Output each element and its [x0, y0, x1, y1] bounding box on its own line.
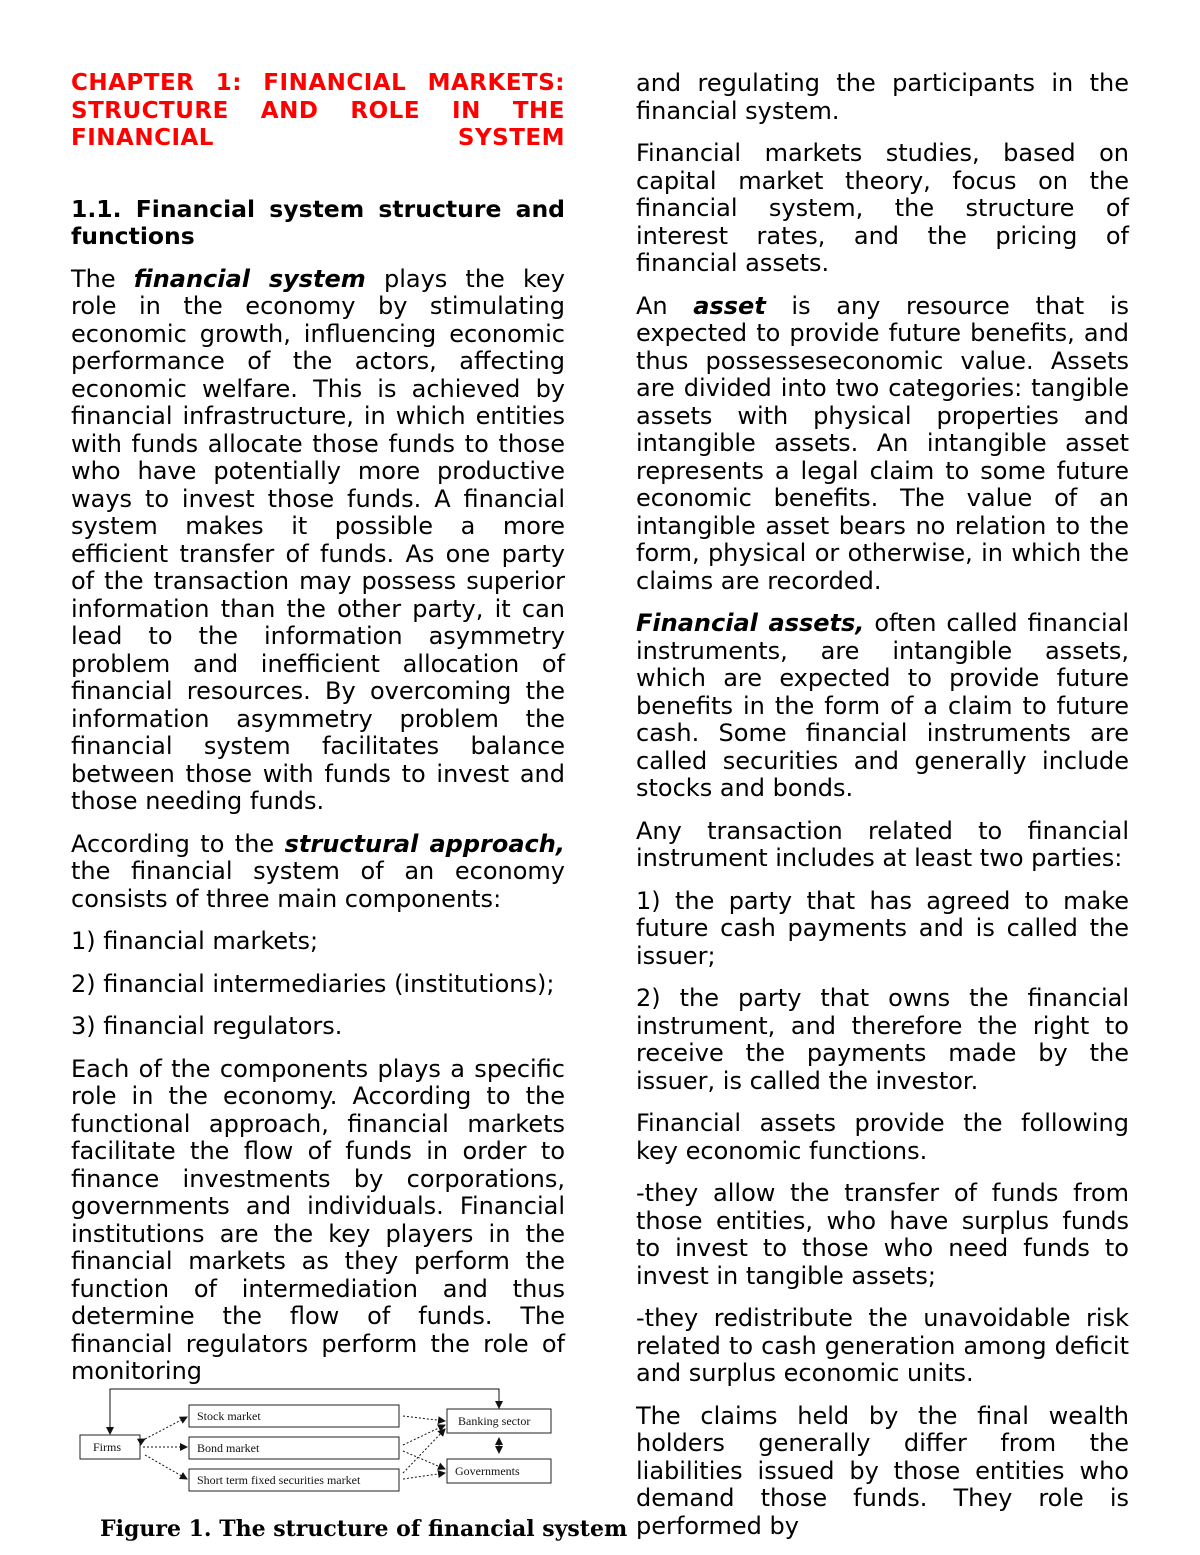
term-structural-approach: structural approach,: [284, 829, 565, 858]
firms-label: Firms: [93, 1440, 122, 1454]
term-asset: asset: [693, 291, 766, 320]
chapter-title: [71, 70, 565, 153]
paragraph-structural-approach: According to the structural approach, the financial system of an economy consists of three main components:: [71, 829, 565, 913]
chapter-title-line-2: STRUCTURE AND ROLE IN THE: [71, 97, 565, 124]
term-financial-assets: Financial assets,: [636, 609, 865, 637]
list-item-1: 1) financial markets;: [71, 927, 319, 955]
left-column: [71, 70, 565, 1401]
paragraph-continuation: and regulating the participants in the financial system.: [636, 69, 1129, 125]
short-term-label: Short term fixed securities market: [197, 1473, 361, 1487]
right-column: [636, 70, 1129, 1555]
bond-market-label: Bond market: [197, 1441, 260, 1455]
term-financial-system: financial system: [133, 264, 366, 293]
chapter-title-line-1: CHAPTER 1: FINANCIAL MARKETS:: [71, 70, 565, 96]
paragraph-components: Each of the components plays a specific role in the economy. According to the functional approach, financial markets facilitate the flow of funds in order to finance investments by corporations, governments and individuals. Financial institutions are the key players in the financial markets as they perform the function of intermediation and thus determine the flow of funds. The financial regulators perform the role of monitoring: [71, 1054, 565, 1385]
paragraph-claims: The claims held by the final wealth holders generally differ from the liabilities issued by those entities who demand those funds. They role is performed by: [636, 1401, 1129, 1540]
paragraph-issuer: 1) the party that has agreed to make future cash payments and is called the issuer;: [636, 886, 1129, 970]
paragraph-transfer-funds: -they allow the transfer of funds from those entities, who have surplus funds to invest to those who need funds to invest in tangible assets;: [636, 1179, 1129, 1290]
paragraph-key-functions: Financial assets provide the following key economic functions.: [636, 1109, 1129, 1165]
paragraph-capital-market-theory: Financial markets studies, based on capital market theory, focus on the financial system, the structure of interest rates, and the pricing of financial assets.: [636, 139, 1129, 277]
paragraph-asset: An asset is any resource that is expected to provide future benefits, and thus possesseseconomic value. Assets are divided into two categories: tangible assets with physical properties and intangible assets. An intangible asset represents a legal claim to some future economic benefits. The value of an intangible asset bears no relation to the form, physical or otherwise, in which the claims are recorded.: [636, 291, 1130, 595]
governments-label: Governments: [455, 1464, 520, 1478]
paragraph-financial-system: The financial system plays the key role in the economy by stimulating economic growth, influencing economic performance of the actors, affecting economic welfare. This is achieved by financial infrastructure, in which entities with funds allocate those funds to those who have potentially more productive ways to invest those funds. A financial system makes it possible a more efficient transfer of funds. As one party of the transaction may possess superior information than the other party, it can lead to the information asymmetry problem and inefficient allocation of financial resources. By overcoming the information asymmetry problem the financial system facilitates balance between those with funds to invest and those needing funds.: [71, 264, 565, 815]
list-item-2: 2) financial intermediaries (institutions);: [71, 969, 555, 998]
chapter-title-line-3: FINANCIAL SYSTEM: [71, 125, 565, 151]
section-heading: 1.1. Financial system structure and functions: [71, 194, 565, 250]
paragraph-redistribute-risk: -they redistribute the unavoidable risk related to cash generation among deficit and surplus economic units.: [636, 1304, 1129, 1387]
figure-caption: Figure 1. The structure of financial system: [100, 1516, 628, 1542]
stock-market-label: Stock market: [197, 1409, 261, 1423]
banking-sector-label: Banking sector: [458, 1414, 531, 1428]
list-item-3: 3) financial regulators.: [71, 1012, 343, 1040]
paragraph-investor: 2) the party that owns the financial instrument, and therefore the right to receive the payments made by the issuer, is called the investor.: [636, 984, 1129, 1095]
paragraph-two-parties: Any transaction related to financial instrument includes at least two parties:: [636, 816, 1129, 872]
paragraph-financial-assets: Financial assets, often called financial instruments, are intangible assets, which are expected to provide future benefits in the form of a claim to future cash. Some financial instruments are called securities and generally include stocks and bonds.: [636, 609, 1129, 802]
